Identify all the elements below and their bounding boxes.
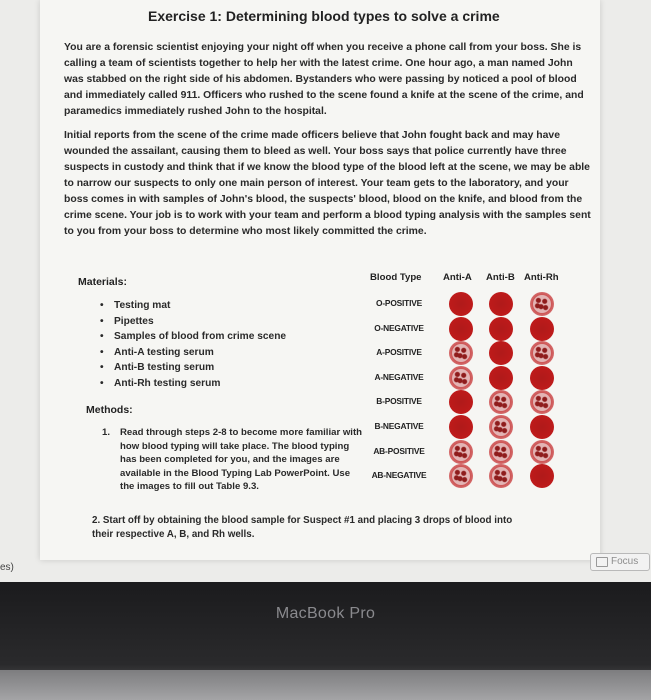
- method-step-2: 2. Start off by obtaining the blood sample for Suspect #1 and placing 3 drops of blood into their respective A, B, and Rh wells.: [92, 515, 513, 540]
- blood-type-label: B-POSITIVE: [376, 396, 422, 407]
- blood-type-label: A-NEGATIVE: [374, 371, 424, 382]
- blood-type-header: Blood Type: [370, 272, 422, 283]
- anti-a-reaction-dot: [449, 440, 473, 464]
- anti-rh-reaction-dot: [530, 366, 554, 390]
- anti-a-reaction-dot: [449, 292, 473, 316]
- materials-item: • Anti-Rh testing serum: [100, 376, 286, 392]
- anti-rh-reaction-dot: [530, 464, 554, 488]
- anti-rh-reaction-dot: [530, 341, 554, 365]
- blood-type-row: [358, 415, 598, 439]
- step-text: Read through steps 2-8 to become more familiar with how blood typing will take place. The blood typing has been completed for you, and the images are available in the Blood Typing Lab PowerPoint. Use the images to fill out Table 9.3.: [120, 427, 363, 493]
- blood-type-row: [358, 341, 598, 365]
- anti-a-header: Anti-A: [443, 272, 472, 283]
- anti-rh-reaction-dot: [530, 390, 554, 414]
- blood-type-row: [358, 390, 598, 414]
- intro-paragraph: You are a forensic scientist enjoying your night off when you receive a phone call from your boss. She is calling a team of scientists together to help her with the latest crime. One hour ago, a man named John was stabbed on the right side of his abdomen. Bystanders who were passing by noticed a pool of blood and immediately called 911. Officers who rushed to the scene found a knife at the scene of the crime, and paramedics immediately rushed John to the hospital.: [64, 42, 584, 117]
- materials-list: [100, 298, 286, 391]
- anti-b-reaction-dot: [489, 366, 513, 390]
- anti-a-reaction-dot: [449, 464, 473, 488]
- focus-label: Focus: [611, 556, 639, 567]
- blood-type-row: [358, 317, 598, 341]
- blood-type-label: A-POSITIVE: [376, 347, 422, 358]
- materials-heading: Materials:: [78, 276, 128, 288]
- scenario-paragraph: Initial reports from the scene of the crime made officers believe that John fought back and may have wounded the assailant, causing them to bleed as well. Your boss says that police currently have three suspects in custody and think that if we know the blood type of the blood left at the scene, we may be able to narrow our suspects to only one main person of interest. Your team gets to the laboratory, and your boss comes in with samples of John's blood, the suspects' blood, blood on the knife, and blood from the crime scene. Your job is to work with your team and perform a blood typing analysis with the samples sent to you from your boss to determine who most likely committed the crime.: [64, 130, 591, 237]
- anti-b-reaction-dot: [489, 440, 513, 464]
- anti-a-reaction-dot: [449, 415, 473, 439]
- anti-b-reaction-dot: [489, 390, 513, 414]
- blood-type-label: B-NEGATIVE: [374, 421, 424, 431]
- anti-rh-reaction-dot: [530, 317, 554, 341]
- anti-rh-header: Anti-Rh: [524, 272, 559, 283]
- methods-steps: [102, 426, 364, 494]
- blood-type-label: AB-NEGATIVE: [371, 470, 427, 481]
- anti-a-reaction-dot: [449, 390, 473, 414]
- blood-type-row: [358, 292, 598, 316]
- document-page: [40, 0, 600, 560]
- materials-item: • Anti-A testing serum: [100, 345, 286, 361]
- focus-button[interactable]: [590, 553, 650, 571]
- anti-rh-reaction-dot: [530, 415, 554, 439]
- anti-a-reaction-dot: [449, 366, 473, 390]
- anti-a-reaction-dot: [449, 317, 473, 341]
- materials-item: • Testing mat: [100, 298, 286, 314]
- materials-item: • Pipettes: [100, 314, 286, 330]
- anti-b-reaction-dot: [489, 317, 513, 341]
- anti-b-header: Anti-B: [486, 272, 515, 283]
- blood-type-label: O-POSITIVE: [376, 298, 422, 308]
- exercise-title: Exercise 1: Determining blood types to solve a crime: [148, 8, 500, 24]
- laptop-bottom-edge: [0, 670, 651, 700]
- anti-a-reaction-dot: [449, 341, 473, 365]
- anti-rh-reaction-dot: [530, 292, 554, 316]
- anti-b-reaction-dot: [489, 341, 513, 365]
- materials-item: • Samples of blood from crime scene: [100, 329, 286, 345]
- side-label: es): [0, 562, 14, 573]
- method-step-1: [102, 426, 364, 494]
- blood-type-label: O-NEGATIVE: [374, 322, 424, 333]
- blood-type-row: [358, 366, 598, 390]
- methods-heading: Methods:: [86, 404, 133, 416]
- blood-type-row: [358, 440, 598, 464]
- anti-b-reaction-dot: [489, 464, 513, 488]
- step-number: 1.: [102, 427, 111, 438]
- focus-mode-icon: [596, 557, 608, 567]
- materials-item: • Anti-B testing serum: [100, 360, 286, 376]
- device-brand-label: MacBook Pro: [275, 605, 376, 622]
- anti-b-reaction-dot: [489, 415, 513, 439]
- blood-type-label: AB-POSITIVE: [373, 445, 425, 456]
- anti-b-reaction-dot: [489, 292, 513, 316]
- blood-type-row: [358, 464, 598, 488]
- anti-rh-reaction-dot: [530, 440, 554, 464]
